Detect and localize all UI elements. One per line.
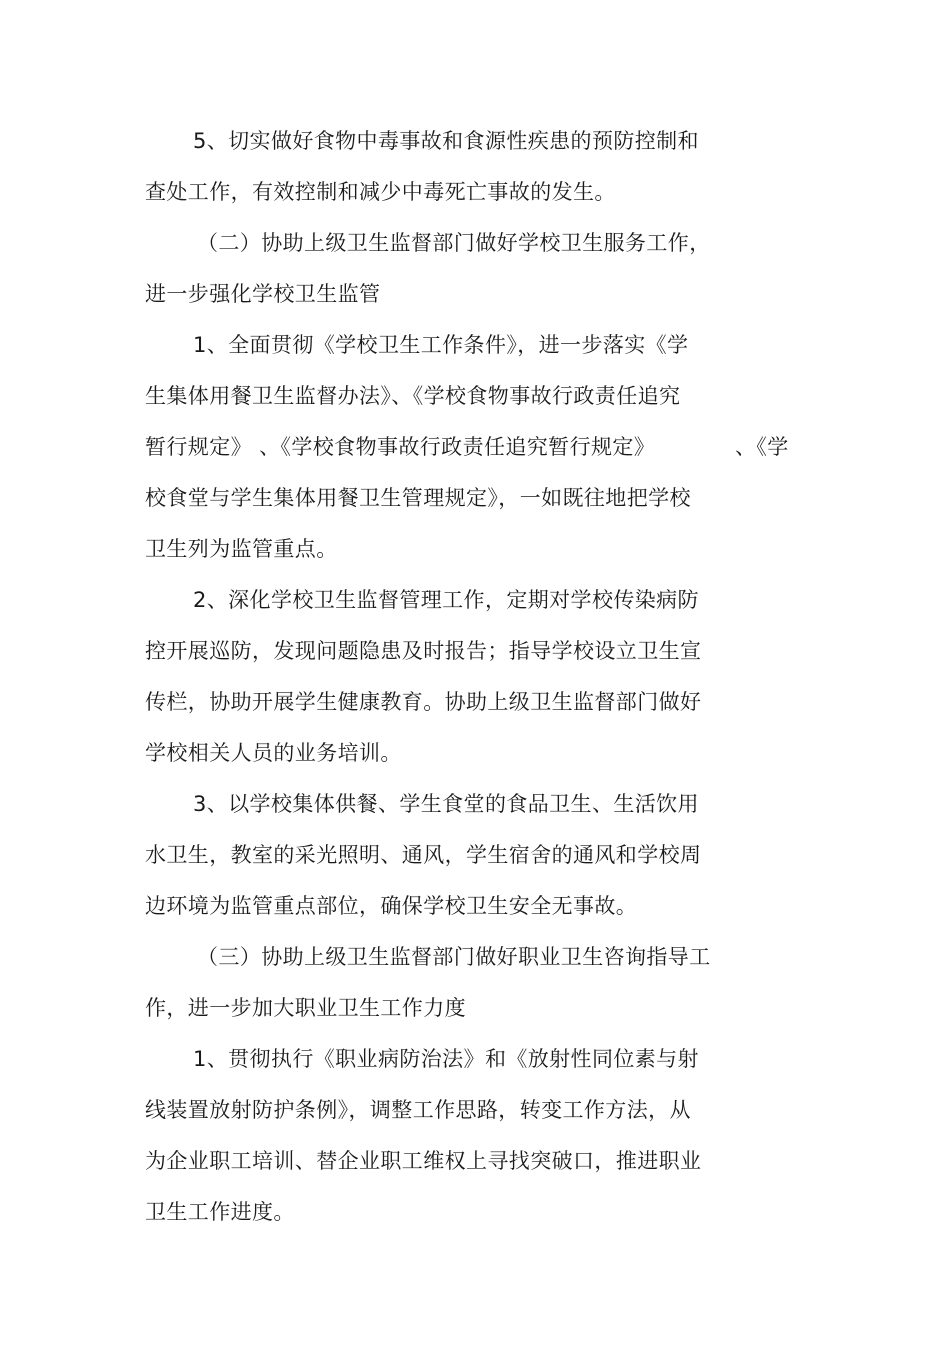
- text-line: 校食堂与学生集体用餐卫生管理规定》，一如既往地把学校: [145, 486, 691, 510]
- text-line: 2、深化学校卫生监督管理工作，定期对学校传染病防: [193, 588, 699, 612]
- text-line: 1、贯彻执行《职业病防治法》和《放射性同位素与射: [193, 1047, 699, 1071]
- text-line: 查处工作，有效控制和减少中毒死亡事故的发生。: [145, 180, 616, 204]
- text-line: 线装置放射防护条例》，调整工作思路，转变工作方法，从: [145, 1098, 691, 1122]
- section-heading: 进一步强化学校卫生监管: [145, 282, 381, 306]
- text-line: 边环境为监管重点部位，确保学校卫生安全无事故。: [145, 894, 638, 918]
- text-line: 生集体用餐卫生监督办法》、《学校食物事故行政责任追究: [145, 384, 681, 408]
- text-line: 学校相关人员的业务培训。: [145, 741, 402, 765]
- text-line: 1、全面贯彻《学校卫生工作条件》，进一步落实《学: [193, 333, 689, 357]
- text-line: 、《学: [735, 435, 789, 459]
- text-line: 传栏，协助开展学生健康教育。协助上级卫生监督部门做好: [145, 690, 702, 714]
- text-line: 为企业职工培训、替企业职工维权上寻找突破口，推进职业: [145, 1149, 702, 1173]
- text-line: 卫生工作进度。: [145, 1200, 295, 1224]
- text-line: 控开展巡防，发现问题隐患及时报告；指导学校设立卫生宣: [145, 639, 702, 663]
- section-heading: （二）协助上级卫生监督部门做好学校卫生服务工作，: [197, 231, 711, 255]
- text-line: 暂行规定》 、《学校食物事故行政责任追究暂行规定》: [145, 435, 656, 459]
- section-heading: 作，进一步加大职业卫生工作力度: [145, 996, 466, 1020]
- text-line: 水卫生，教室的采光照明、通风，学生宿舍的通风和学校周: [145, 843, 702, 867]
- text-line: 3、以学校集体供餐、学生食堂的食品卫生、生活饮用: [193, 792, 699, 816]
- text-line: 卫生列为监管重点。: [145, 537, 338, 561]
- section-heading: （三）协助上级卫生监督部门做好职业卫生咨询指导工: [197, 945, 711, 969]
- text-line: 5、切实做好食物中毒事故和食源性疾患的预防控制和: [193, 129, 699, 153]
